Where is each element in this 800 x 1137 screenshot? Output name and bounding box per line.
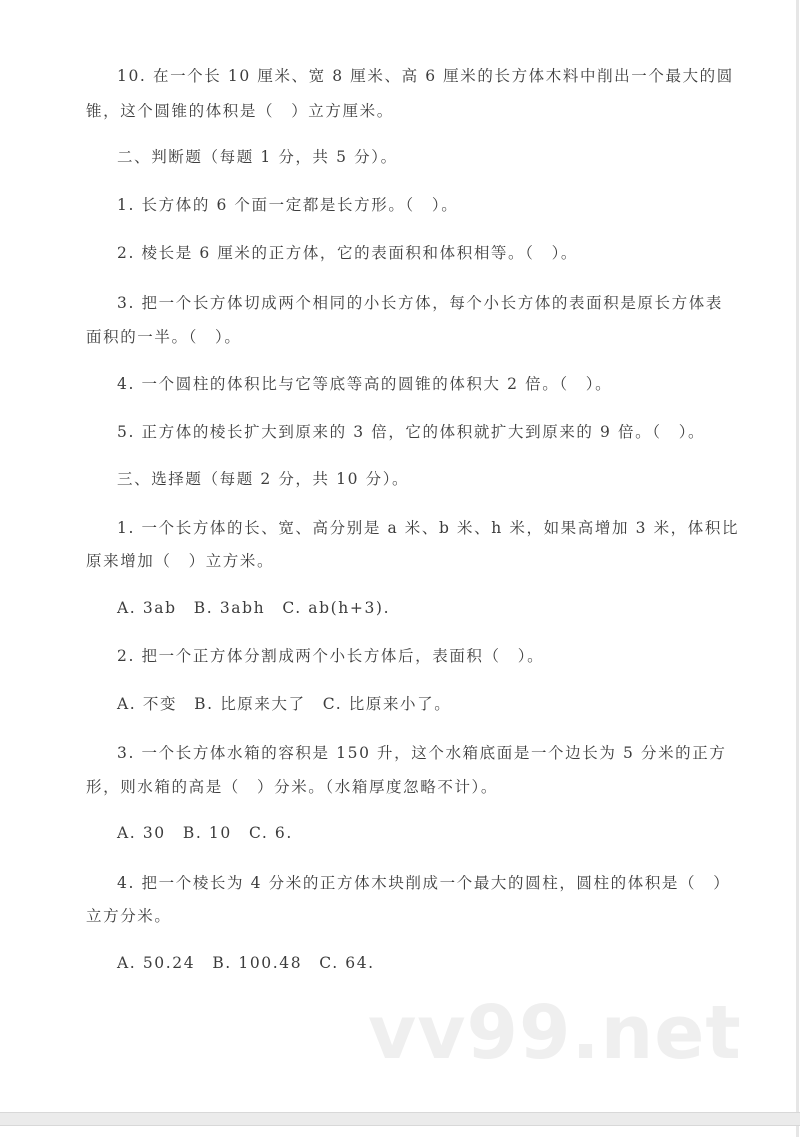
- text-line: A. 50.24 B. 100.48 C. 64.: [117, 954, 375, 972]
- text-line: 1. 一个长方体的长、宽、高分别是 a 米、b 米、h 米，如果高增加 3 米，体积比: [117, 519, 740, 537]
- text-line: 4. 把一个棱长为 4 分米的正方体木块削成一个最大的圆柱，圆柱的体积是（ ）: [117, 874, 731, 892]
- next-page-top: [0, 1126, 799, 1137]
- text-line: 1. 长方体的 6 个面一定都是长方形。（ ）。: [117, 196, 459, 214]
- text-line: 10. 在一个长 10 厘米、宽 8 厘米、高 6 厘米的长方体木料中削出一个最大的圆: [117, 67, 734, 85]
- text-line: 4. 一个圆柱的体积比与它等底等高的圆锥的体积大 2 倍。（ ）。: [117, 375, 613, 393]
- text-line: 3. 一个长方体水箱的容积是 150 升，这个水箱底面是一个边长为 5 分米的正方: [117, 744, 727, 762]
- text-line: 原来增加（ ）立方米。: [86, 552, 275, 570]
- watermark: vv99.net: [368, 990, 742, 1076]
- text-line: 三、选择题（每题 2 分，共 10 分）。: [117, 470, 410, 488]
- text-line: A. 3ab B. 3abh C. ab(h+3).: [117, 599, 391, 617]
- text-line: 2. 把一个正方体分割成两个小长方体后，表面积（ ）。: [117, 647, 545, 665]
- text-line: 立方分米。: [86, 907, 172, 925]
- text-line: A. 30 B. 10 C. 6.: [117, 824, 293, 842]
- text-line: 2. 棱长是 6 厘米的正方体，它的表面积和体积相等。（ ）。: [117, 244, 579, 262]
- text-line: 3. 把一个长方体切成两个相同的小长方体，每个小长方体的表面积是原长方体表: [117, 294, 723, 312]
- text-line: 形，则水箱的高是（ ）分米。（水箱厚度忽略不计）。: [86, 778, 499, 796]
- page-separator: [0, 1112, 800, 1126]
- text-line: 锥，这个圆锥的体积是（ ）立方厘米。: [86, 102, 394, 120]
- text-line: 5. 正方体的棱长扩大到原来的 3 倍，它的体积就扩大到原来的 9 倍。（ ）。: [117, 423, 706, 441]
- text-line: 二、判断题（每题 1 分，共 5 分）。: [117, 148, 398, 166]
- text-line: A. 不变 B. 比原来大了 C. 比原来小了。: [117, 695, 452, 713]
- text-line: 面积的一半。（ ）。: [86, 328, 242, 346]
